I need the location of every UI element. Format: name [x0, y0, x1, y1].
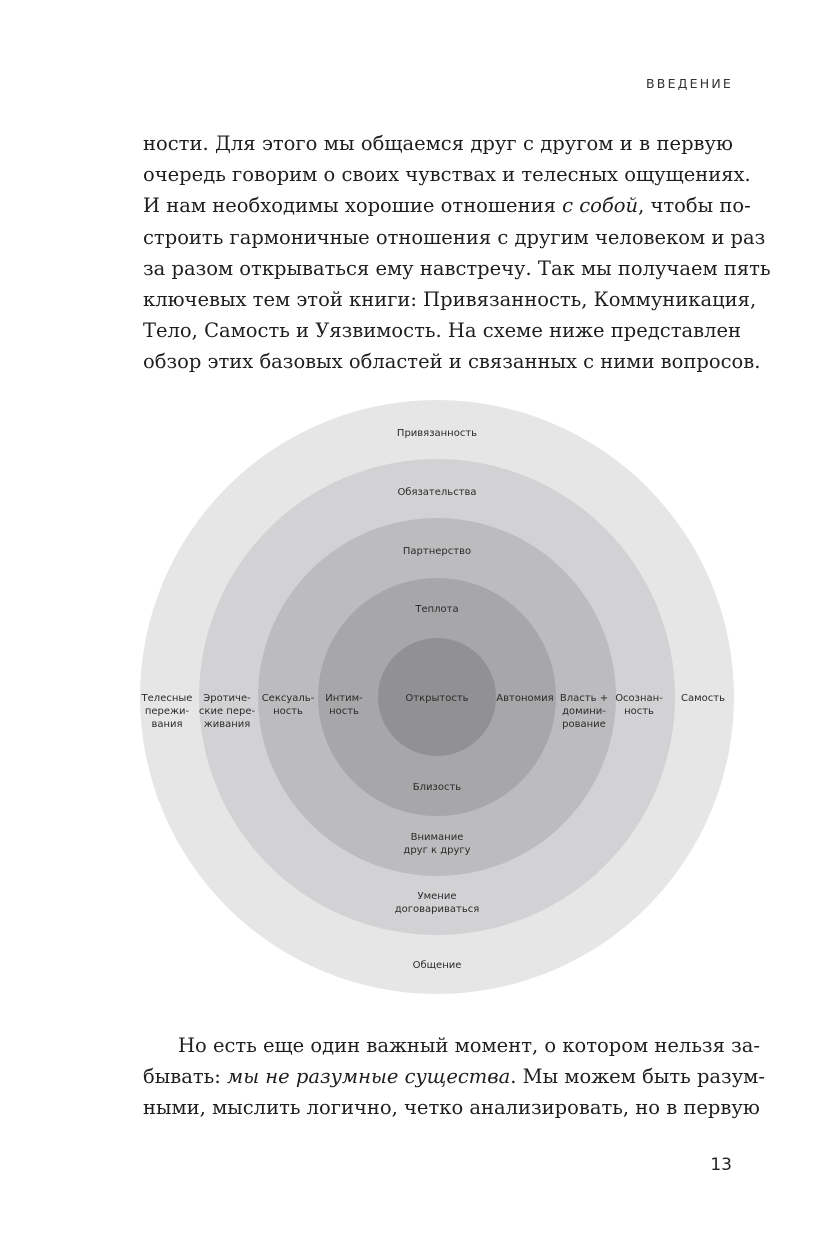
- diagram-label: Обязательства: [397, 487, 477, 498]
- text: , чтобы по-: [638, 194, 751, 218]
- page-number: 13: [710, 1155, 732, 1175]
- text-line: [143, 1061, 765, 1092]
- text: за разом открываться ему навстречу. Так мы получаем пять: [143, 256, 771, 280]
- text-line: [178, 1030, 760, 1061]
- diagram-label: Эротиче-ские пере-живания: [198, 693, 256, 730]
- diagram-label: Автономия: [496, 693, 554, 704]
- diagram-label: Близость: [412, 782, 462, 793]
- diagram-label: Привязанность: [396, 428, 478, 439]
- text: Но есть еще один важный момент, о котором нельзя за-: [178, 1034, 760, 1057]
- diagram-label: Интим-ность: [325, 693, 363, 717]
- diagram-label: Телесные пережи-вания: [141, 693, 193, 730]
- diagram-label: Самость: [681, 693, 725, 704]
- diagram-label: Сексуаль-ность: [261, 693, 315, 717]
- diagram-label: Общение: [412, 960, 462, 971]
- italic-text: мы не разумные существа: [227, 1065, 511, 1089]
- text: ными, мыслить логично, четко анализировать, но в первую: [143, 1096, 760, 1120]
- text: бывать:: [143, 1065, 228, 1089]
- diagram-label: Открытость: [405, 693, 469, 704]
- text: ности. Для этого мы общаемся друг с другом и в первую: [143, 132, 733, 155]
- diagram-label: Теплота: [415, 604, 459, 615]
- diagram-label: Умение договариваться: [394, 891, 480, 915]
- text: обзор этих базовых областей и связанных с ними вопросов.: [143, 350, 761, 374]
- diagram-label: Партнерство: [402, 546, 472, 557]
- text: ключевых тем этой книги: Привязанность, Коммуникация,: [143, 288, 757, 311]
- diagram-label: Внимание друг к другу: [403, 832, 471, 856]
- diagram-label: Осознан-ность: [615, 693, 663, 717]
- running-header: ВВЕДЕНИЕ: [646, 76, 733, 91]
- text-line: [143, 1092, 760, 1123]
- italic-text: с собой: [562, 194, 639, 218]
- text: И нам необходимы хорошие отношения: [143, 194, 563, 218]
- text: . Мы можем быть разум-: [510, 1065, 765, 1089]
- text: строить гармоничные отношения с другим человеком и раз: [143, 225, 766, 249]
- text: Тело, Самость и Уязвимость. На схеме ниже представлен: [143, 319, 742, 343]
- diagram-label: Власть + домини-рование: [559, 693, 609, 730]
- text: очередь говорим о своих чувствах и телесных ощущениях.: [143, 163, 751, 187]
